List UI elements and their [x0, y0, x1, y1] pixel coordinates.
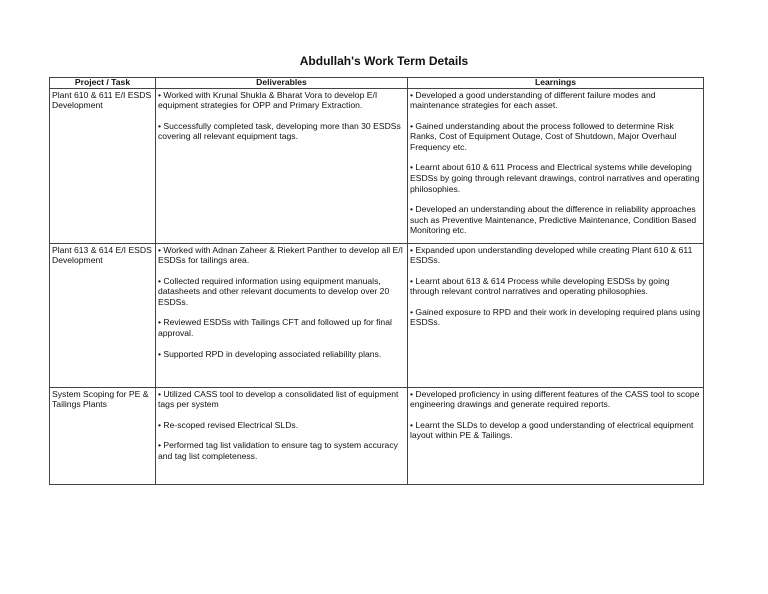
learnings-cell [408, 243, 704, 387]
table-row [50, 387, 704, 484]
learning-item: • Learnt the SLDs to develop a good understanding of electrical equipment layout within PE & Tailings. [410, 419, 694, 441]
project-cell: Plant 610 & 611 E/I ESDS Development [50, 88, 156, 243]
learnings-cell [408, 387, 704, 484]
table-row [50, 243, 704, 387]
column-header-learnings: Learnings [408, 78, 704, 89]
deliverable-item: • Successfully completed task, developing more than 30 ESDSs covering all relevant equipment tags. [158, 120, 401, 142]
deliverable-item: • Re-scoped revised Electrical SLDs. [158, 419, 299, 430]
deliverable-item: • Supported RPD in developing associated reliability plans. [158, 348, 382, 359]
learning-item: • Developed a good understanding of different failure modes and maintenance strategies for each asset. [410, 89, 656, 111]
deliverables-cell [156, 387, 408, 484]
learning-item: • Gained understanding about the process followed to determine Risk Ranks, Cost of Equipment Outage, Cost of Shutdown, Major Overhaul Frequency etc. [410, 120, 677, 152]
learning-item: • Developed an understanding about the difference in reliability approaches such as Preventive Maintenance, Predictive Maintenance, Condition Based Monitoring etc. [410, 204, 697, 236]
table-header-row [50, 78, 704, 89]
column-header-deliverables: Deliverables [156, 78, 408, 89]
learnings-cell [408, 88, 704, 243]
deliverable-item: • Worked with Krunal Shukla & Bharat Vora to develop E/I equipment strategies for OPP and Primary Extraction. [158, 89, 378, 111]
work-term-table [49, 77, 704, 485]
deliverable-item: • Collected required information using equipment manuals, datasheets and other relevant documents to develop over 20 ESDSs. [158, 275, 390, 307]
learning-item: • Gained exposure to RPD and their work in developing required plans using ESDSs. [410, 306, 701, 328]
deliverables-cell [156, 243, 408, 387]
deliverable-item: • Performed tag list validation to ensure tag to system accuracy and tag list completeness. [158, 440, 398, 461]
deliverable-item: • Utilized CASS tool to develop a consolidated list of equipment tags per system [158, 388, 399, 410]
learning-item: • Learnt about 613 & 614 Process while developing ESDSs by going through relevant control narratives and operating philosophies. [410, 275, 670, 297]
deliverable-item: • Reviewed ESDSs with Tailings CFT and followed up for final approval. [158, 317, 392, 339]
deliverable-item: • Worked with Adnan Zaheer & Riekert Panther to develop all E/I ESDSs for tailings area. [158, 244, 404, 266]
learning-item: • Expanded upon understanding developed while creating Plant 610 & 611 ESDSs. [410, 244, 693, 266]
table-row [50, 88, 704, 243]
document-title: Abdullah's Work Term Details [299, 54, 469, 68]
learning-item: • Learnt about 610 & 611 Process and Electrical systems while developing ESDSs by going through relevant drawings, control narratives and operating philosophies. [410, 162, 700, 194]
column-header-project: Project / Task [50, 78, 156, 89]
deliverables-cell [156, 88, 408, 243]
learning-item: • Developed proficiency in using different features of the CASS tool to scope engineering drawings and generate required reports. [410, 388, 700, 410]
project-cell: System Scoping for PE & Tailings Plants [50, 387, 156, 484]
project-cell: Plant 613 & 614 E/I ESDS Development [50, 243, 156, 387]
